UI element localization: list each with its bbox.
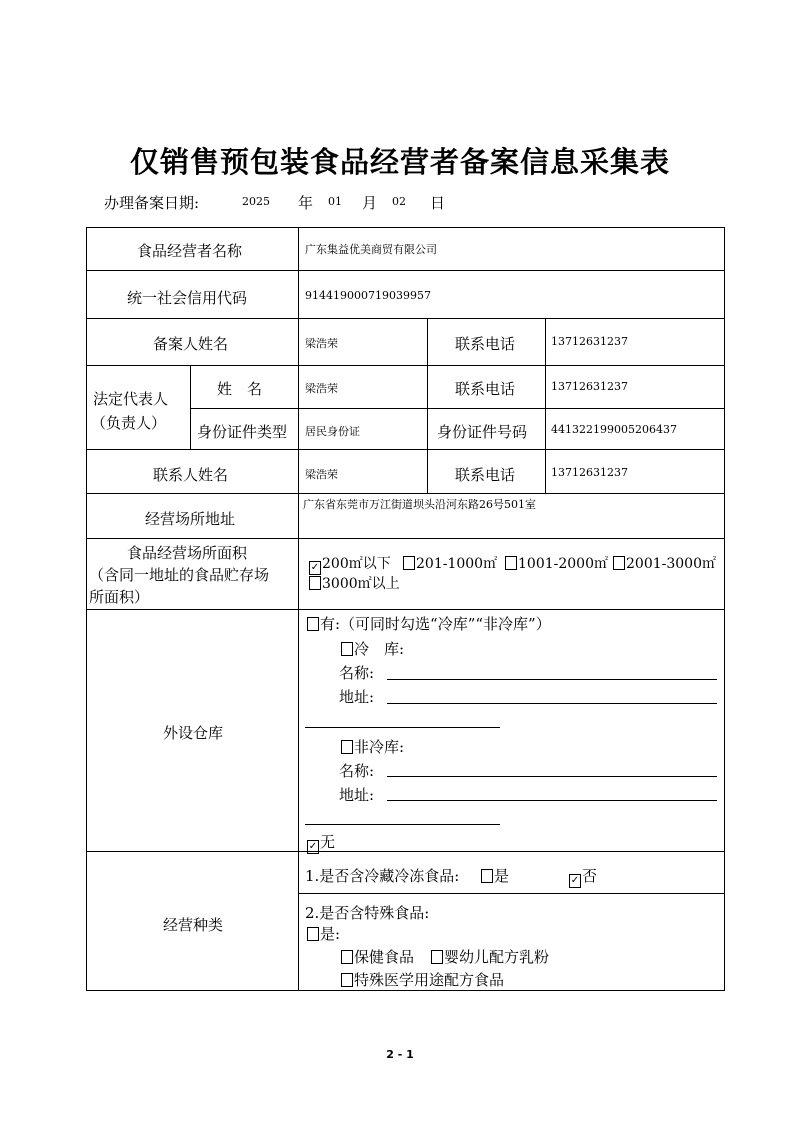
cold-name-field[interactable]	[387, 679, 717, 680]
contact-phone-value: 13712631237	[551, 466, 628, 479]
area-option-5[interactable]: 3000㎡以上	[309, 573, 400, 593]
credit-code-value: 91441900071903995​7	[305, 289, 431, 302]
checkbox-checked-icon[interactable]: ✓	[308, 841, 318, 852]
date-year: 2025	[242, 195, 270, 208]
credit-code-label: 统一社会信用代码	[127, 289, 248, 307]
form-title: 仅销售预包装食品经营者备案信息采集表	[129, 145, 670, 179]
legal-rep-label-1: 法定代表人	[93, 390, 169, 408]
legal-rep-label-2: （负责人）	[91, 414, 167, 432]
date-month: 01	[328, 195, 342, 208]
operator-name-label: 食品经营者名称	[137, 242, 243, 260]
checkbox-icon[interactable]	[307, 617, 319, 631]
infant-formula-option[interactable]: 婴幼儿配方乳粉	[431, 946, 549, 967]
legal-rep-phone-value: 13712631237	[551, 380, 628, 393]
address-label: 经营场所地址	[145, 510, 236, 528]
id-type-label: 身份证件类型	[197, 423, 288, 441]
area-label-2: （含同一地址的食品贮存场	[89, 566, 270, 584]
checkbox-icon[interactable]	[481, 869, 493, 883]
form-table	[86, 227, 725, 991]
date-year-unit: 年	[298, 194, 314, 212]
area-option-4[interactable]: 2001-3000㎡	[613, 553, 716, 573]
non-cold-address-label: 地址:	[339, 786, 375, 804]
id-number-label: 身份证件号码	[437, 423, 528, 441]
frozen-question: 1.是否含冷藏冷冻食品:	[305, 867, 460, 885]
cold-storage-option[interactable]: 冷 库:	[341, 638, 404, 659]
date-day-unit: 日	[430, 194, 446, 212]
cold-name-label: 名称:	[339, 664, 375, 682]
special-food-question: 2.是否含特殊食品:	[305, 904, 430, 922]
filer-phone-value: 13712631237	[551, 335, 628, 348]
id-type-value: 居民身份证	[305, 425, 360, 438]
contact-name-label: 联系人姓名	[153, 466, 229, 484]
area-label-3: 所面积）	[89, 588, 150, 606]
non-cold-address-field-2[interactable]	[305, 824, 500, 825]
date-month-unit: 月	[362, 194, 378, 212]
non-cold-address-field[interactable]	[387, 800, 717, 801]
non-cold-storage-option[interactable]: 非冷库:	[341, 736, 404, 757]
checkbox-icon[interactable]	[403, 556, 415, 570]
id-number-value: 441322199005206437	[551, 423, 677, 436]
area-option-2[interactable]: 201-1000㎡	[403, 553, 497, 573]
filer-name-value: 梁浩荣	[305, 337, 338, 350]
category-label: 经营种类	[163, 916, 224, 934]
frozen-yes-option[interactable]: 是	[481, 865, 509, 886]
non-cold-name-label: 名称:	[339, 762, 375, 780]
warehouse-label: 外设仓库	[163, 724, 224, 742]
checkbox-icon[interactable]	[341, 950, 353, 964]
frozen-no-option[interactable]: ✓ 否	[570, 867, 598, 886]
checkbox-icon[interactable]	[307, 927, 319, 941]
checkbox-icon[interactable]	[341, 740, 353, 754]
legal-rep-name-value: 梁浩荣	[305, 382, 338, 395]
cold-address-field-2[interactable]	[305, 727, 500, 728]
legal-rep-phone-label: 联系电话	[455, 380, 516, 398]
area-option-1[interactable]: ✓ 200㎡以下	[310, 556, 391, 573]
checkbox-icon[interactable]	[431, 950, 443, 964]
contact-phone-label: 联系电话	[455, 466, 516, 484]
filer-phone-label: 联系电话	[455, 335, 516, 353]
area-label-1: 食品经营场所面积	[127, 544, 248, 562]
address-value: 广东省东莞市万江街道坝头沿河东路26号501室	[303, 498, 536, 511]
operator-name-value: 广东集益优美商贸有限公司	[305, 243, 437, 256]
health-food-option[interactable]: 保健食品	[341, 946, 414, 967]
filer-name-label: 备案人姓名	[153, 335, 229, 353]
warehouse-yes-option[interactable]: 有:（可同时勾选“冷库”“非冷库”）	[307, 613, 551, 634]
checkbox-icon[interactable]	[341, 973, 353, 987]
date-label: 办理备案日期:	[104, 194, 200, 212]
checkbox-icon[interactable]	[505, 556, 517, 570]
legal-rep-name-label: 姓 名	[217, 380, 263, 398]
date-day: 02	[392, 195, 406, 208]
non-cold-name-field[interactable]	[387, 776, 717, 777]
checkbox-icon[interactable]	[341, 642, 353, 656]
medical-food-option[interactable]: 特殊医学用途配方食品	[341, 969, 504, 990]
checkbox-icon[interactable]	[309, 576, 321, 590]
area-option-3[interactable]: 1001-2000㎡	[505, 553, 608, 573]
cold-address-field[interactable]	[387, 703, 717, 704]
checkbox-checked-icon[interactable]: ✓	[570, 875, 580, 886]
cold-address-label: 地址:	[339, 688, 375, 706]
contact-name-value: 梁浩荣	[305, 468, 338, 481]
special-food-yes-option[interactable]: 是:	[307, 923, 340, 944]
warehouse-no-option[interactable]: ✓ 无	[308, 833, 336, 852]
page-number: 2 - 1	[386, 1048, 414, 1061]
checkbox-checked-icon[interactable]: ✓	[310, 562, 320, 573]
checkbox-icon[interactable]	[613, 556, 625, 570]
